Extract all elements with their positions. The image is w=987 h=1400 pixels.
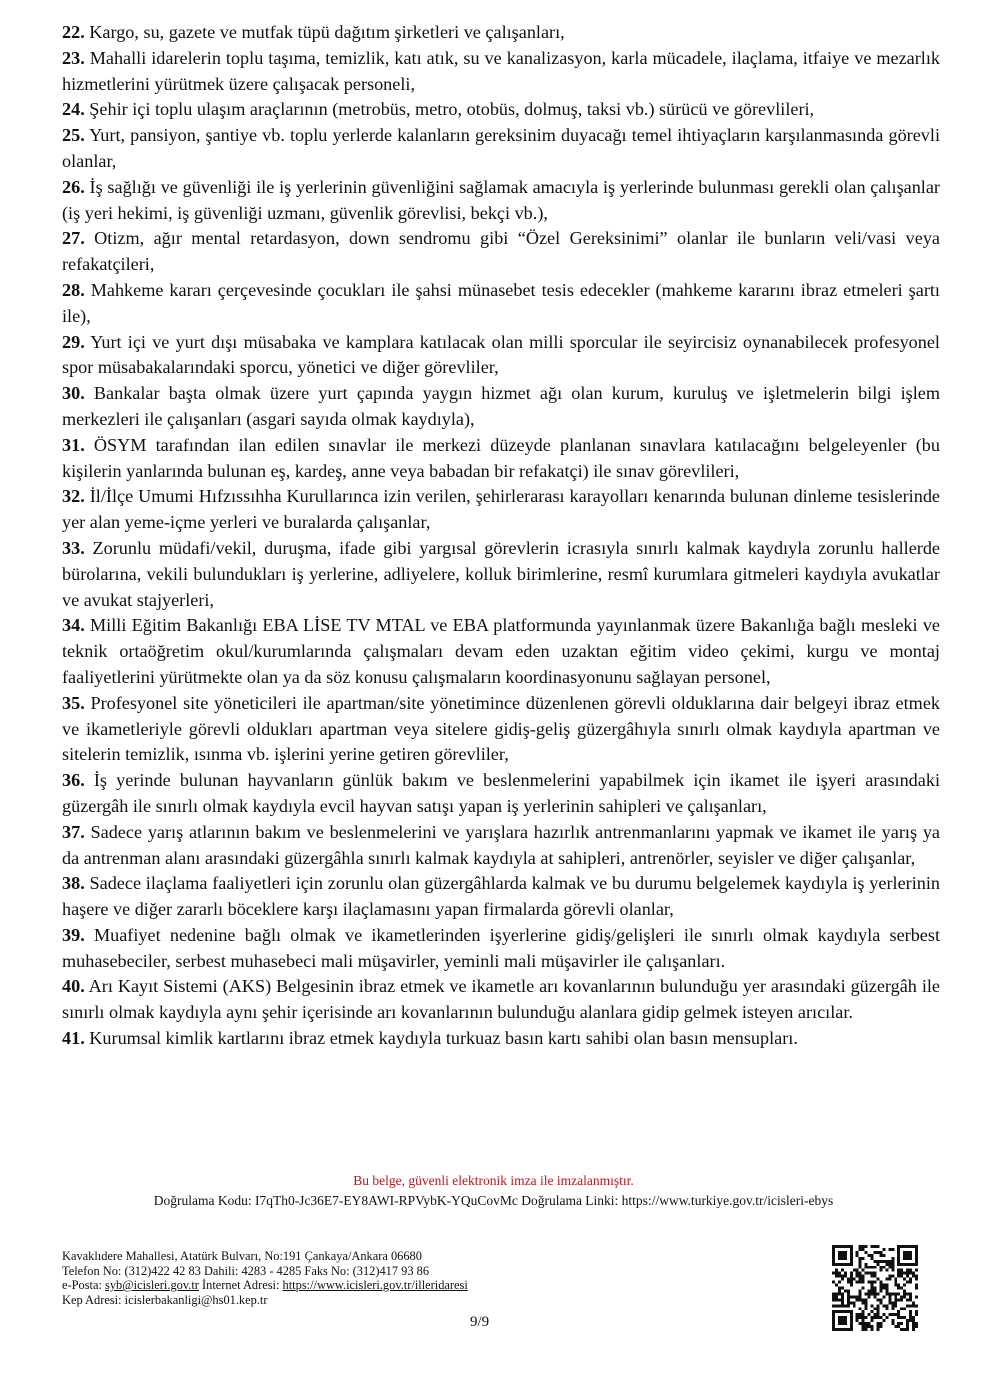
- item-text: Otizm, ağır mental retardasyon, down sendromu gibi “Özel Gereksinimi” olanlar ile bunların veli/vasi veya refakatçileri,: [62, 228, 940, 275]
- item-number: 40.: [62, 976, 85, 997]
- page-number: 9/9: [470, 1314, 490, 1330]
- email-label: e-Posta:: [62, 1278, 106, 1293]
- item-number: 26.: [62, 176, 85, 197]
- website-link[interactable]: https://www.icisleri.gov.tr/illeridaresi: [282, 1278, 468, 1293]
- item-text: Zorunlu müdafi/vekil, duruşma, ifade gibi yargısal görevlerin icrasıyla sınırlı kalmak kaydıyla zorunlu hallerde bürolarına, vekili bulundukları iş yerlerine, adliyelere, kolluk birimlerine, resmî kurumlara gitmeleri kaydıyla avukatlar ve avukat stajyerleri,: [62, 537, 940, 610]
- item-text: Arı Kayıt Sistemi (AKS) Belgesinin ibraz etmek ve ikametle arı kovanlarının bulunduğu yer arasındaki güzergâh ile sınırlı olmak kaydıyla aynı şehir içerisinde arı kovanlarının bulunduğu alanlara gidip gelmek isteyen arıcılar.: [62, 976, 940, 1023]
- verification-line: Doğrulama Kodu: I7qTh0-Jc36E7-EY8AWI-RPVybK-YQuCovMc Doğrulama Linki: https://www.turkiye.gov.tr/icisleri-ebys: [153, 1193, 834, 1208]
- list-item: [62, 820, 940, 872]
- qr-code-icon: [832, 1245, 918, 1331]
- item-number: 36.: [62, 770, 85, 791]
- item-text: Mahkeme kararı çerçevesinde çocukları ile şahsi münasebet tesis edecekler (mahkeme kararını ibraz etmeleri şartı ile),: [62, 279, 940, 326]
- list-item: [62, 613, 940, 690]
- footer-contact: [62, 1249, 582, 1307]
- list-item: [62, 46, 940, 98]
- item-text: İş yerinde bulunan hayvanların günlük bakım ve beslenmelerini yapabilmek için ikamet ile işyeri arasındaki güzergâh ile sınırlı olmak kaydıyla evcil hayvan satışı yapan iş yerlerinin sahipleri ve çalışanları,: [62, 770, 940, 816]
- item-number: 31.: [62, 434, 85, 455]
- item-number: 23.: [62, 47, 85, 68]
- item-number: 30.: [62, 383, 85, 404]
- item-text: Milli Eğitim Bakanlığı EBA LİSE TV MTAL ve EBA platformunda yayınlanmak üzere Bakanlığa bağlı mesleki ve teknik ortaöğretim okul/kurumlarında çalışmaları devam eden uzaktan eğitim video çekimi, kurgu ve montaj faaliyetlerini yürütmekte olan ya da söz konusu çalışmaların koordinasyonunu sağlayan personel,: [62, 615, 940, 687]
- list-item: [62, 1026, 940, 1052]
- item-number: 34.: [62, 615, 85, 636]
- list-item: [62, 123, 940, 175]
- list-item: [62, 175, 940, 227]
- item-number: 24.: [62, 99, 85, 120]
- footer-kep: Kep Adresi: icislerbakanligi@hs01.kep.tr: [62, 1292, 268, 1307]
- item-number: 41.: [62, 1028, 85, 1049]
- list-item: [62, 974, 940, 1026]
- item-number: 27.: [62, 228, 85, 249]
- item-text: Sadece yarış atlarının bakım ve beslenmelerini ve yarışlara hazırlık antrenmanlarını yapmak ve ikamet ile yarış ya da antrenman alanı arasındaki güzergâhla sınırlı kalmak kaydıyla at sahipleri, antrenörler, seyisler ve diğer çalışanlar,: [62, 821, 940, 868]
- list-item: [62, 923, 940, 975]
- list-item: [62, 484, 940, 536]
- item-text: Muafiyet nedenine bağlı olmak ve ikametlerinden işyerlerine gidiş/gelişleri ile sınırlı olmak kaydıyla serbest muhasebeciler, serbest muhasebeci mali müşavirler, yeminli mali müşavirler ile çalışanları.: [62, 924, 940, 971]
- item-text: Bankalar başta olmak üzere yurt çapında yaygın hizmet ağı olan kurum, kuruluş ve işletmelerin bilgi işlem merkezleri ile çalışanları (asgari sayıda olmak kaydıyla),: [62, 383, 940, 429]
- item-number: 22.: [62, 22, 85, 42]
- list-item: [62, 433, 940, 485]
- list-item: [62, 536, 940, 613]
- item-text: Yurt içi ve yurt dışı müsabaka ve kamplara katılacak olan milli sporcular ile seyircisiz oynanabilecek profesyonel spor müsabakalarındaki sporcu, yönetici ve diğer görevliler,: [62, 331, 940, 378]
- list-item: [62, 330, 940, 382]
- item-number: 32.: [62, 486, 85, 507]
- item-number: 35.: [62, 692, 85, 713]
- item-number: 39.: [62, 924, 85, 945]
- item-text: Yurt, pansiyon, şantiye vb. toplu yerlerde kalanların gereksinim duyacağı temel ihtiyaçların karşılanmasında görevli olanlar,: [62, 125, 940, 171]
- item-number: 33.: [62, 537, 85, 558]
- e-signature-notice: Bu belge, güvenli elektronik imza ile imzalanmıştır.: [353, 1173, 634, 1188]
- list-item: [62, 768, 940, 820]
- item-text: İl/İlçe Umumi Hıfzıssıhha Kurullarınca izin verilen, şehirlerarası karayolları kenarında bulunan dinleme tesislerinde yer alan yeme-içme yerleri ve buralarda çalışanlar,: [62, 486, 940, 533]
- list-item: [62, 691, 940, 768]
- item-list: [62, 20, 940, 1052]
- item-number: 28.: [62, 279, 85, 300]
- item-text: Profesyonel site yöneticileri ile apartman/site yönetimince düzenlenen görevli olduklarına dair belgeyi ibraz etmek ve ikametleriyle görevli oldukları apartman veya sitelere gidiş-geliş güzergâhıyla sınırlı olmak kaydıyla apartman ve sitelerin temizlik, ısınma vb. işlerini yerine getiren görevliler,: [62, 692, 940, 765]
- footer-contact-line: [62, 1278, 582, 1293]
- item-text: Şehir içi toplu ulaşım araçlarının (metrobüs, metro, otobüs, dolmuş, taksi vb.) sürücü ve görevlileri,: [84, 99, 815, 120]
- footer-address: Kavaklıdere Mahallesi, Atatürk Bulvarı, No:191 Çankaya/Ankara 06680: [62, 1249, 422, 1263]
- list-item: [62, 226, 940, 278]
- list-item: [62, 871, 940, 923]
- item-text: Mahalli idarelerin toplu taşıma, temizlik, katı atık, su ve kanalizasyon, karla mücadele, ilaçlama, itfaiye ve mezarlık hizmetlerini yürütmek üzere çalışacak personeli,: [62, 47, 940, 94]
- item-number: 25.: [62, 125, 85, 146]
- list-item: [62, 20, 940, 46]
- item-text: İş sağlığı ve güvenliği ile iş yerlerinin güvenliğini sağlamak amacıyla iş yerlerinde bulunması gerekli olan çalışanlar (iş yeri hekimi, iş güvenliği uzmanı, güvenlik görevlisi, bekçi vb.),: [62, 176, 940, 223]
- item-number: 37.: [62, 821, 85, 842]
- web-label: İnternet Adresi:: [198, 1278, 283, 1293]
- item-number: 38.: [62, 873, 85, 894]
- item-text: Kargo, su, gazete ve mutfak tüpü dağıtım şirketleri ve çalışanları,: [84, 22, 565, 42]
- footer-phone: Telefon No: (312)422 42 83 Dahili: 4283 - 4285 Faks No: (312)417 93 86: [62, 1263, 430, 1278]
- item-text: ÖSYM tarafından ilan edilen sınavlar ile merkezi düzeyde planlanan sınavlara katılacağını belgeleyenler (bu kişilerin yanlarında bulunan eş, kardeş, anne veya babadan bir refakatçi) ile sınav görevlileri,: [62, 434, 940, 481]
- item-text: Sadece ilaçlama faaliyetleri için zorunlu olan güzergâhlarda kalmak ve bu durumu belgelemek kaydıyla iş yerlerinin haşere ve diğer zararlı böceklere karşı ilaçlamasını yapan firmalarda görevli olanlar,: [62, 873, 940, 920]
- list-item: [62, 97, 940, 123]
- list-item: [62, 381, 940, 433]
- email-link[interactable]: syb@icisleri.gov.tr: [105, 1278, 199, 1293]
- item-text: Kurumsal kimlik kartlarını ibraz etmek kaydıyla turkuaz basın kartı sahibi olan basın mensupları.: [84, 1028, 798, 1049]
- list-item: [62, 278, 940, 330]
- item-number: 29.: [62, 331, 85, 352]
